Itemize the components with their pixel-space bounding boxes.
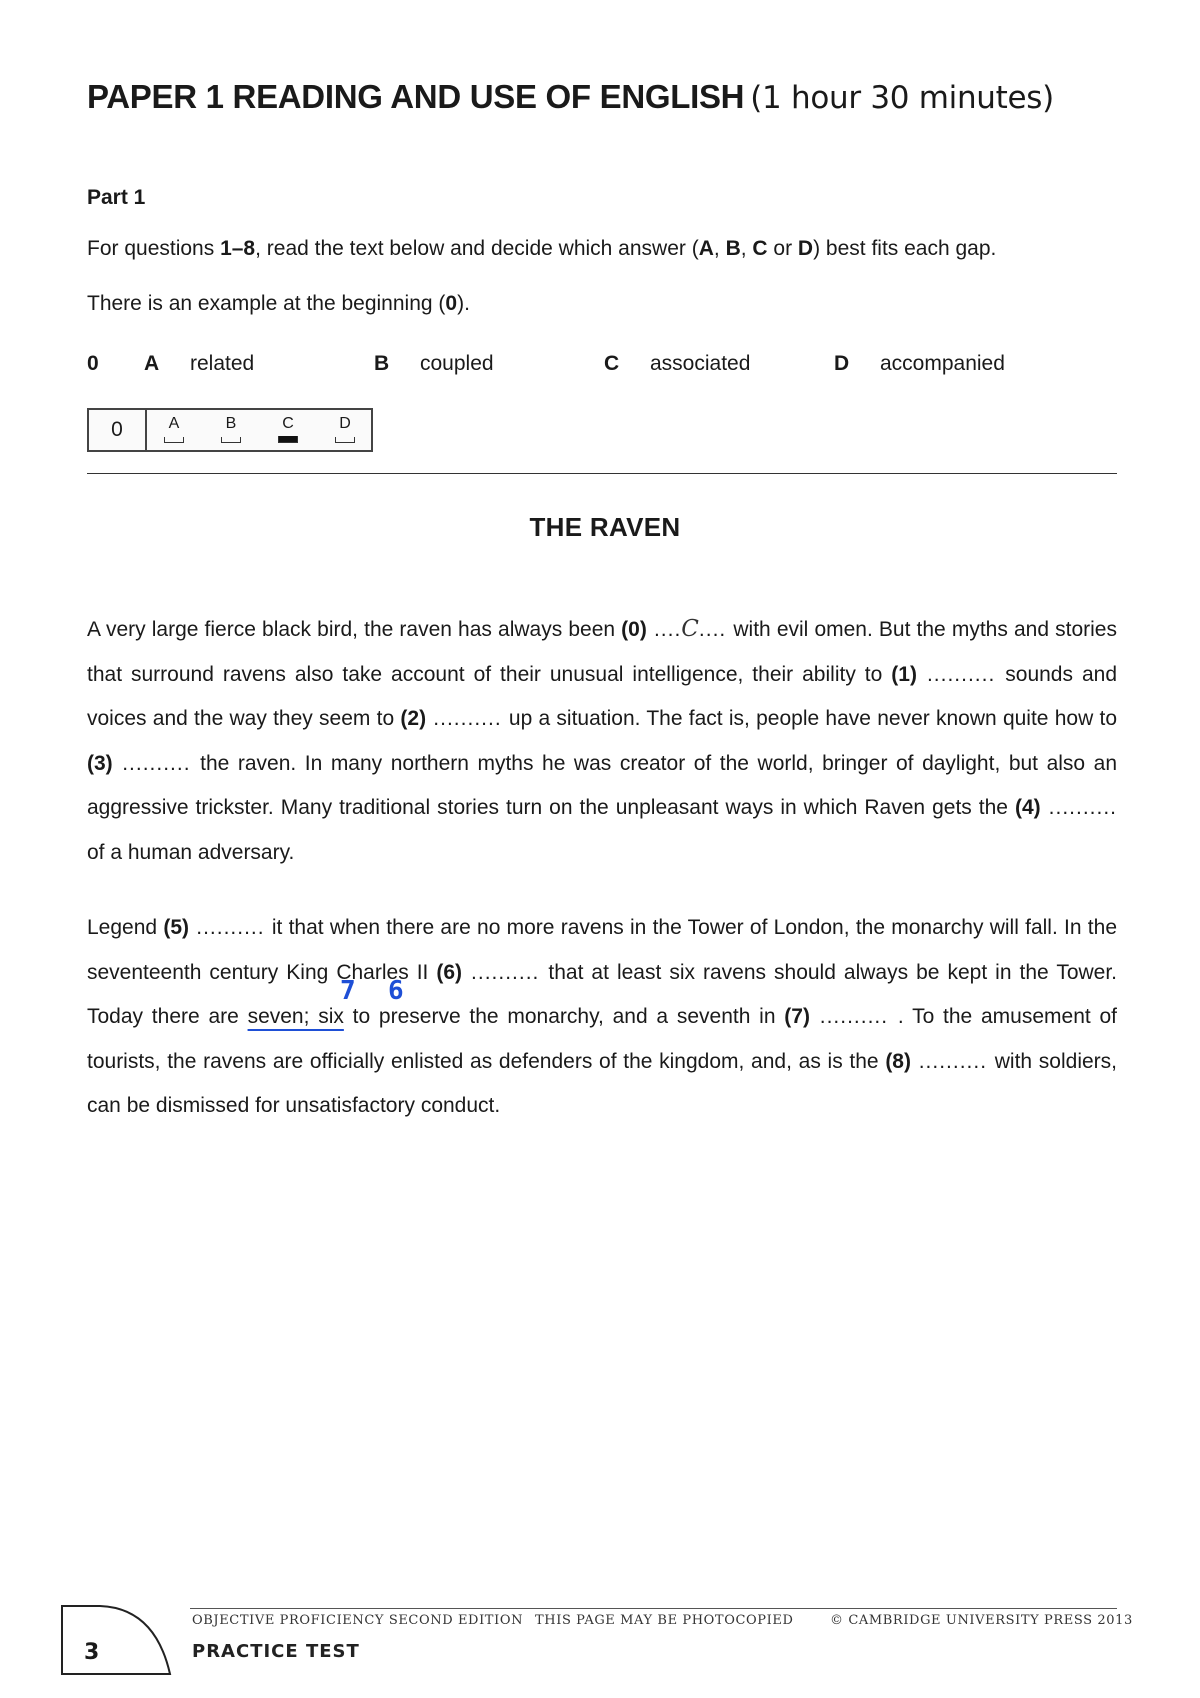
example-options — [87, 352, 1117, 382]
answer-lozenge-d — [335, 437, 355, 443]
answer-lozenge-a — [164, 437, 184, 443]
page-title — [87, 78, 1054, 116]
option-text-c: associated — [650, 352, 751, 375]
option-text-a: related — [190, 352, 255, 375]
passage-text: Legend — [87, 916, 164, 939]
answer-sheet-letter-d: D — [339, 415, 351, 432]
gap-6-dots: .......... — [462, 960, 549, 984]
option-text-b: coupled — [420, 352, 494, 375]
passage-text: A very large fierce black bird, the raven has always been — [87, 618, 622, 641]
gap-1-dots: .......... — [916, 662, 1006, 686]
instruction-text: , read the text below and decide which answer ( — [255, 237, 699, 260]
passage-text: with soldiers, can be dismissed for unsatisfactory conduct. — [87, 1049, 1117, 1117]
option-letter: B — [725, 237, 741, 260]
footer-photocopy-notice: THIS PAGE MAY BE PHOTOCOPIED — [535, 1613, 794, 1628]
separator: , — [740, 237, 753, 260]
page-number: 3 — [84, 1640, 100, 1665]
answer-sheet-number: 0 — [89, 410, 147, 450]
footer-rule — [190, 1608, 1117, 1609]
separator: , — [713, 237, 726, 260]
example-number: 0 — [445, 292, 458, 315]
paper-duration: (1 hour 30 minutes) — [750, 80, 1054, 116]
instruction-text: or — [767, 237, 798, 260]
passage-text: up a situation. The fact is, people have never known quite how to — [508, 707, 1118, 730]
gap-5-dots: .......... — [189, 916, 272, 939]
gap-3-dots: .......... — [112, 751, 201, 775]
option-text-d: accompanied — [880, 352, 1005, 375]
page-corner-tab — [60, 1604, 172, 1676]
gap-6-label: (6) — [436, 960, 463, 984]
gap-0-dots: .... — [698, 618, 734, 641]
answer-lozenge-b — [221, 437, 241, 443]
gap-7-label: (7) — [784, 1005, 810, 1028]
instruction-text: ) best fits each gap. — [813, 237, 997, 260]
option-letter-a: A — [144, 352, 160, 375]
gap-8-label: (8) — [885, 1049, 911, 1073]
instruction-line-2 — [87, 292, 470, 316]
footer-section-title: PRACTICE TEST — [192, 1641, 360, 1662]
gap-4-label: (4) — [1014, 796, 1041, 819]
option-letter: D — [797, 237, 814, 260]
question-range: 1–8 — [220, 237, 256, 260]
underlined-phrase: seven; six — [247, 1005, 344, 1028]
option-letter-d: D — [834, 352, 850, 375]
instruction-text: ). — [457, 292, 470, 315]
instruction-line-1 — [87, 237, 996, 261]
passage-text: of a human adversary. — [87, 840, 295, 864]
example-answer-sheet — [87, 408, 373, 452]
example-number: 0 — [87, 352, 99, 375]
part-heading: Part 1 — [87, 186, 146, 209]
gap-4-dots: .......... — [1040, 796, 1118, 819]
gap-0-label: (0) — [621, 618, 647, 641]
section-divider — [87, 473, 1117, 474]
handwritten-mark-seven: 7 — [340, 976, 356, 1006]
handwritten-mark-six: 6 — [388, 976, 404, 1006]
gap-8-dots: .......... — [910, 1049, 995, 1073]
gap-1-label: (1) — [891, 662, 917, 686]
answer-sheet-letter-b: B — [225, 415, 237, 432]
gap-3-label: (3) — [87, 751, 113, 775]
passage-text: sounds and voices and the way they seem to — [87, 662, 1117, 730]
passage-text: the raven. In many northern myths he was creator of the world, bringer of daylight, but also an aggressive trickster. Many traditional stories turn on the unpleasant ways in which Raven gets the — [87, 751, 1117, 819]
passage-text: to preserve the monarchy, and a seventh in — [343, 1005, 785, 1028]
passage-text: . To the amusement of tourists, the ravens are officially enlisted as defenders of the kingdom, and, as is the — [87, 1005, 1117, 1073]
instruction-text: For questions — [87, 237, 221, 260]
answer-sheet-letter-a: A — [168, 415, 180, 432]
footer-series: OBJECTIVE PROFICIENCY SECOND EDITION — [192, 1613, 524, 1628]
gap-5-label: (5) — [163, 916, 189, 939]
option-letter-c: C — [604, 352, 620, 375]
option-letter-b: B — [374, 352, 390, 375]
passage-text: with evil omen. But the myths and stories that surround ravens also take account of their unusual intelligence, their ability to — [87, 618, 1117, 686]
gap-0-dots: .... — [646, 618, 682, 641]
gap-7-dots: .......... — [809, 1005, 898, 1028]
passage-title: THE RAVEN — [529, 512, 681, 542]
instruction-text: There is an example at the beginning ( — [87, 292, 446, 315]
passage-text: it that when there are no more ravens in the Tower of London, the monarchy will fall. In the seventeenth century King Charles II — [87, 916, 1117, 984]
gap-2-label: (2) — [400, 707, 427, 730]
passage-paragraph-2 — [87, 906, 1117, 1129]
handwritten-answer-0: C — [681, 616, 699, 642]
gap-2-dots: .......... — [426, 707, 509, 730]
answer-sheet-letter-c: C — [282, 415, 294, 432]
footer-copyright: © CAMBRIDGE UNIVERSITY PRESS 2013 — [830, 1613, 1133, 1628]
option-letter: A — [698, 237, 714, 260]
option-letter: C — [752, 237, 768, 260]
paper-title: PAPER 1 READING AND USE OF ENGLISH — [87, 78, 745, 115]
passage-paragraph-1 — [87, 607, 1117, 875]
answer-lozenge-c-selected — [278, 436, 298, 443]
passage-text: that at least six ravens should always be kept in the Tower. Today there are — [87, 960, 1118, 1028]
